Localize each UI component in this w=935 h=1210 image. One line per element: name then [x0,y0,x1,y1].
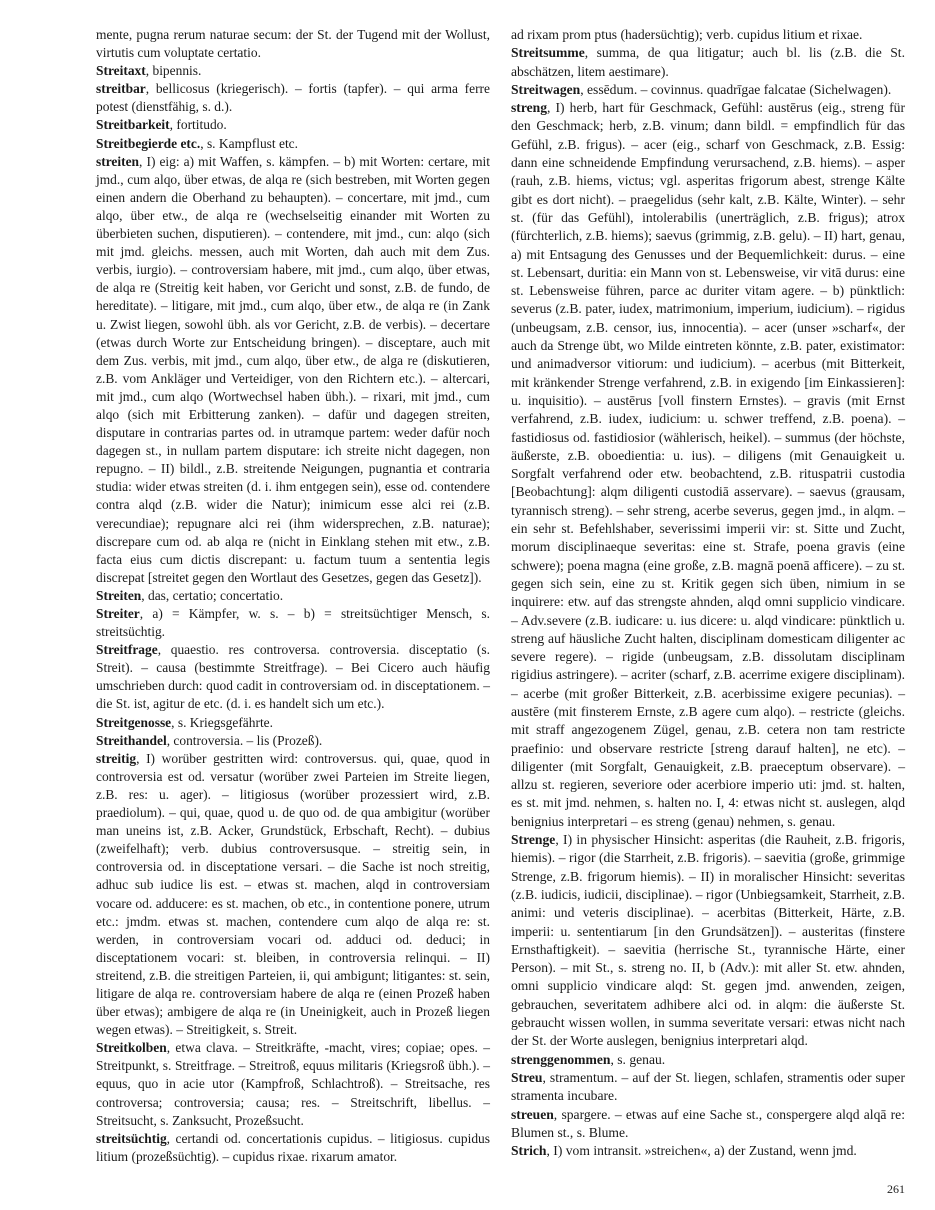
dictionary-entry [96,714,490,732]
entry-text: , stramentum. – auf der St. liegen, schlafen, stramentis oder super stramenta incubare. [511,1069,905,1104]
entry-text: , I) in physischer Hinsicht: asperitas (die Rauheit, z.B. frigoris, hiemis). – rigor (die Starrheit, z.B. frigoris). – saevitia (große, grimmige Strenge, z.B. frigorum hiemis). – II) in moralischer Hinsicht: severitas (z.B. iudicis, iudicii, disciplinae). – rigor (Unbiegsamkeit, Starrheit, z.B. animi: und veteris disciplinae). – acerbitas (Bitterkeit, Härte, z.B. imperii: u. sententiarum [in den Grundsätzen]). – austeritas (finstere Ernsthaftigkeit). – saevitia (herrische St., tyrannische Härte, einer Person). – mit St., s. streng no. II, b (Adv.): mit aller St. etw. ahnden, omni supplicio vindicare alqd: St. gegen jmd. anwenden, zeigen, gebrauchen, severitatem adhibere alci od. in alqm: die äußerste St. gebraucht wissen wollen, in summa severitate versari: etwas nicht nach der St. der Worte auslegen, benignius interpretari alqd. [511,832,905,1049]
dictionary-entry [511,831,905,1051]
dictionary-entry [96,587,490,605]
dictionary-entry [511,1051,905,1069]
entry-headword: streng [511,100,547,116]
entry-headword: Streu [511,1069,543,1085]
dictionary-entry [96,62,490,80]
entry-headword: Streitbegierde etc. [96,135,201,151]
entry-text: , spargere. – etwas auf eine Sache st., conspergere alqd alqā re: Blumen st., s. Blume. [511,1106,905,1140]
entry-text: , certandi od. concertationis cupidus. – litigiosus. cupidus litium (prozeßsüchtig). – cupidus rixae. rixarum amator. [96,1130,490,1164]
dictionary-entry [96,80,490,116]
right-column [511,26,905,1160]
entry-headword: streitbar [96,81,146,97]
dictionary-entry [96,135,490,153]
entry-headword: streiten [96,153,140,169]
dictionary-entry [96,641,490,713]
entry-headword: Streiten [96,587,142,603]
dictionary-entry [511,26,905,44]
entry-text: , essēdum. – covinnus. quadrīgae falcatae (Sichelwagen). [580,81,892,97]
entry-headword: Streitbarkeit [96,117,170,133]
entry-text: , summa, de qua litigatur; auch bl. lis (z.B. die St. abschätzen, litem aestimare). [511,45,905,79]
left-column [96,26,490,1166]
entry-text: , a) = Kämpfer, w. s. – b) = streitsüchtiger Mensch, s. streitsüchtig. [96,606,490,640]
entry-headword: Streitkolben [96,1040,167,1056]
dictionary-entry [511,1106,905,1143]
page-number: 261 [887,1182,905,1196]
entry-text: , s. Kriegsgefährte. [171,714,274,730]
entry-headword: Streithandel [96,732,167,748]
dictionary-entry [511,81,905,99]
dictionary-entry [511,99,905,831]
entry-text: , fortitudo. [169,117,227,133]
entry-text: , s. genau. [610,1051,666,1067]
entry-text: , s. Kampflust etc. [200,135,299,151]
entry-headword: streuen [511,1106,554,1122]
entry-text: , I) worüber gestritten wird: controversus. qui, quae, quod in controversia est od. versatur (worüber zwei Parteien im Streite liegen, z.B. res: u. ager). – litigiosus (worüber prozessiert wird, z.B. praediolum). – qui, quae, quod u. de quo od. de qua ambigitur (worüber man uneins ist, z.B. Acker, Grundstück, Erbschaft, Recht). – dubius (zweifelhaft); verb. dubius controversusque. – streitig sein, in controversia od. in disceptatione versari. – die Sache ist noch streitig, adhuc sub iudice lis est. – etwas st. machen, alqd in controversiam vocare od. adducere: es st. machen, ob etc., in contentione ponere, utrum etc.: jmdm. etwas st. machen, contendere cum alqo de alqa re: st. werden, in controversiam vocari od. adduci od. deduci; in disceptationem vocari: st. bleiben, in controversia relinqui. – II) streitend, z.B. die streitigen Parteien, ii, qui ambigunt; litigantes: st. sein, litigare de alqa re. controversiam habere de alqa re (einen Prozeß haben über etwas); ambigere de alqa re (in Uneinigkeit, auch in Prozeß liegen wegen etwas). – Streitigkeit, s. Streit. [96,750,490,1038]
entry-text: ad rixam prom ptus (hadersüchtig); verb. cupidus litium et rixae. [511,27,863,42]
entry-text: , bellicosus (kriegerisch). – fortis (tapfer). – qui arma ferre potest (dienstfähig, s. d.). [96,81,490,115]
entry-headword: Strenge [511,832,556,848]
entry-text: , quaestio. res controversa. controversia. disceptatio (s. Streit). – causa (bestimmte Streitfrage). – Bei Cicero auch häufig umschrieben durch: quod cadit in controversiam od. in disceptationem. – die St. ist, agitur de etc. (d. i. es handelt sich um etc.). [96,642,490,712]
dictionary-entry [96,153,490,587]
dictionary-entry [96,605,490,641]
entry-headword: Strich [511,1143,547,1159]
dictionary-entry [511,1069,905,1106]
entry-text: , controversia. – lis (Prozeß). [166,732,323,748]
entry-text: , I) eig: a) mit Waffen, s. kämpfen. – b) mit Worten: certare, mit jmd., cum alqo, über etwas, de alqa re (sich bestreben, mit Worten gegen einen andern die Oberhand zu behaupten). – concertare, mit jmd., cum alqo, über etw., de alqa re (wechselseitig einander mit Worten zu überbieten suchen, disputieren). – contendere, mit jmd., cun: alqo (sich mit jmd. gleichs. messen, auch mit Worten, dah auch mit dem Zus. verbis, iurgio). – controversiam habere, mit jmd., cum alqo, über etwas, de alqa re (Streitig keit haben, vor Gericht und sonst, z.B. de fundo, de hereditate). – litigare, mit jmd., cum alqo, über etw., de alqa re (in Zank u. Zwist liegen, sowohl übh. als vor Gericht, z.B. de verbis). – decertare (etwas durch Worte zur Entscheidung bringen). – disceptare, auch mit dem Zus. verbis, mit jmd., cum alqo, über etw., de alga re (diskutieren, z.B. vom Ankläger und Verteidiger, von den Richtern etc.). – altercari, mit jmd., cum alqo (Wortwechsel haben übh.). – rixari, mit jmd., cum alqo (sich mit Erbitterung zanken). – dafür und dagegen streiten, disputare in contrarias partes od. in utramque partem: weder dafür noch dagegen st., in nullam partem disputare: ich streite nicht dagegen, non repugno. – II) bildl., z.B. streitende Neigungen, pugnantia et contraria studia: wider etwas streiten (d. i. ihm entgegen sein), esse od. contendere contra alqd (z.B. wider die Natur); inimicum esse alci rei (z.B. verecundiae); repugnare alci rei (ihm widersprechen, z.B. naturae); discrepare cum od. ab alqa re (nicht in Einklang stehen mit etw., z.B. facta eius cum dictis discrepant: u. factum tuum a sententia legis discrepat [streitet gegen den Wortlaut des Gesetzes, gegen das Gesetz]). [96,153,490,585]
entry-headword: streitig [96,750,137,766]
entry-text: , das, certatio; concertatio. [141,587,284,603]
entry-headword: Streiter [96,606,140,621]
entry-text: mente, pugna rerum naturae secum: der St. der Tugend mit der Wollust, virtutis cum voluptate certatio. [96,27,490,61]
dictionary-entry [96,1039,490,1129]
dictionary-entry [96,116,490,134]
entry-text: , bipennis. [145,63,202,79]
dictionary-entry [96,1130,490,1166]
entry-headword: Streitwagen [511,81,581,97]
dictionary-entry [96,750,490,1040]
entry-headword: Streitfrage [96,642,158,658]
dictionary-entry [511,44,905,81]
entry-text: , I) vom intransit. »streichen«, a) der Zustand, wenn jmd. [546,1143,857,1159]
dictionary-entry [511,1142,905,1160]
entry-headword: Streitgenosse [96,714,172,730]
entry-text: , etwa clava. – Streitkräfte, -macht, vires; copiae; opes. – Streitpunkt, s. Streitfrage. – Streitroß, equus militaris (Kriegsroß übh.). – equus, quo in acie utor (Kampfroß, Schlachtroß). – Streitsache, res controversa; controversia; causa; res. – Streitschrift, libellus. – Streitsucht, s. Zanksucht, Prozeßsucht. [96,1040,490,1128]
dictionary-entry [96,732,490,750]
entry-headword: streitsüchtig [96,1130,167,1146]
dictionary-entry [96,26,490,62]
entry-headword: strenggenommen [511,1051,611,1067]
entry-text: , I) herb, hart für Geschmack, Gefühl: austērus (eig., streng für den Geschmack; herb, z.B. vinum; dann bildl. = empfindlich für das Gefühl, z.B. frigus). – acer (eig., scharf von Geschmack, z.B. Essig: dann eine schneidende Empfindung verursachend, z.B. hiems). – asper (rauh, z.B. hiems, victus; vgl. asperitas frigorum abest, strenge Kälte gibt es dort nicht). – praegelidus (sehr kalt, z.B. Kälte, Winter). – sehr st. (für das Gefühl), intolerabilis (unerträglich, z.B. frigus); atrox (fürchterlich, z.B. hiems); saevus (grimmig, z.B. gelu). – II) hart, genau, a) mit Entsagung des Genusses und der Bequemlichkeit: durus. – eine st. Lebensart, duritia: ein Mann von st. Lebensweise, vir vitā durus: eine st. Lebensweise führen, parce ac duriter vitam agere. – b) pünktlich: severus (z.B. pater, iudex, matrimonium, imperium, iudicium). – rigidus (unbeugsam, z.B. censor, ius, innocentia). – acer (unser »scharf«, der auch da Strenge übt, wo Milde eintreten könnte, z.B. pater, existimator: und animadversor vitiorum: und iudicium). – acerbus (mit Bitterkeit, mit kränkender Strenge verfahrend, z.B. in exigendo [im Einkassieren]: u. inquisitio). – austērus [voll finstern Ernstes). – gravis (mit Ernst verfahrend, z.B. iudex, iudicium: u. schwer treffend, z.B. poena). – fastidiosus od. fastidiosior (wählerisch, heikel). – summus (der höchste, äußerste, z.B. oboedientia: u. ius). – diligens (mit Genauigkeit u. Sorgfalt verfahrend oder etw. beobachtend, z.B. rituspatrii custodia [Beobachtung]: alqm diligenti custodiā asservare). – saevus (grausam, tyrannisch streng). – sehr streng, acerbe severus, gegen jmd., in alqm. – ein sehr st. Befehlshaber, severissimi imperii vir: st. Sitte und Zucht, morum disciplinaeque severitas: eine st. Strafe, poena gravis (eine schwere); poena magna (eine große, z.B. magnā poenā afficere). – zu st. gegen sich sein, eine zu st. Kritik gegen sich üben, nimium in se inquirere: etw. auf das strengste ahnden, alqd omni supplicio vindicare. – Adv.severe (z.B. iudicare: u. ius dicere: u. alqd vindicare: pünktlich u. streng auf häusliche Zucht halten, disciplinam domesticam diligenter ac severe regere). – rigide (unbeugsam, z.B. dissolutam disciplinam rigidius astringere). – acriter (scharf, z.B. acerrime exigere disciplinam). – acerbe (mit großer Bitterkeit, z.B. acerbissime exigere pecunias). – austēre (mit finsterem Ernste, z.B agere cum alqo). – restricte (gleichs. mit straff angezogenem Zügel, genau, z.B. cetera non tam restricte praefinio: und observare restricte [streng darauf halten], ne etc). – diligenter (mit Sorgfalt, Genauigkeit, z.B. praeceptum observare). – allzu st. regieren, severiore oder acerbiore imperio uti: jmd. st. halten, es st. mit jmd. nehmen, s. halten no. I, 4: etwas nicht st. auslegen, alqd benignius interpretari – es streng (genau) nehmen, s. genau. [511,100,905,829]
entry-headword: Streitsumme [511,45,585,61]
entry-headword: Streitaxt [96,63,146,79]
